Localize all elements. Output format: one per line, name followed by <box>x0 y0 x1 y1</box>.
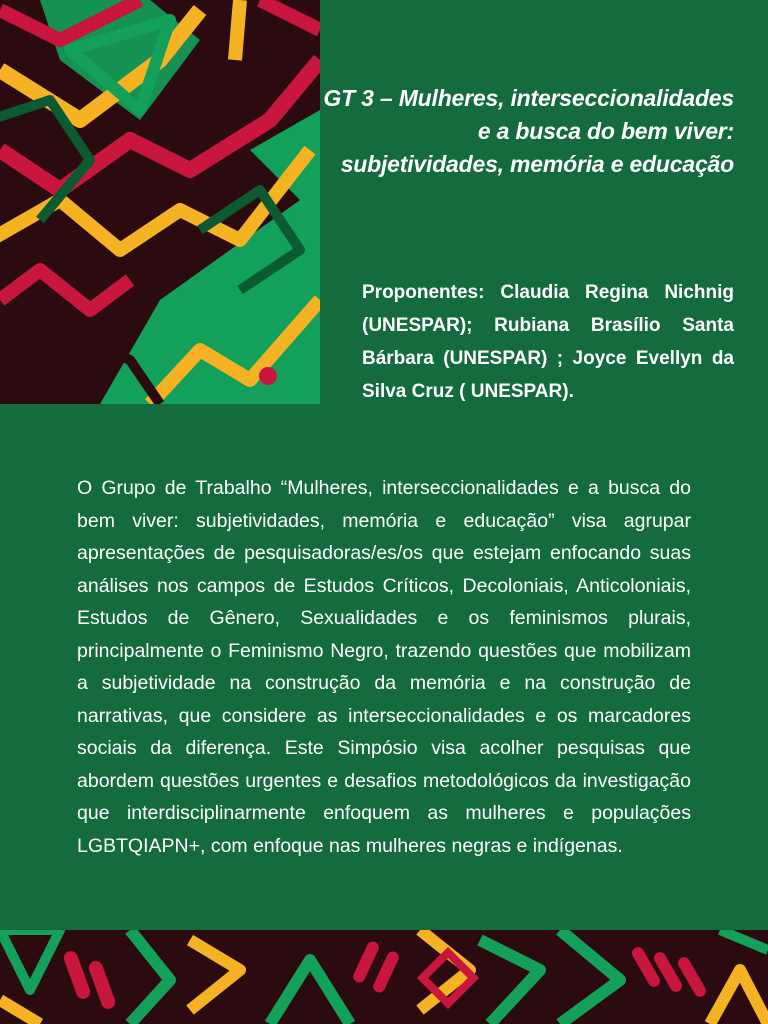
gt-title: GT 3 – Mulheres, interseccionalidades e a busca do bem viver: subjetividades, memória e educação <box>323 85 734 177</box>
body-paragraph: O Grupo de Trabalho “Mulheres, interseccionalidades e a busca do bem viver: subjetividades, memória e educação” visa agrupar apresentações de pesquisadoras/es/os que estejam enfocando suas análises nos campos de Estudos Críticos, Decoloniais, Anticoloniais, Estudos de Gênero, Sexualidades e os feminismos plurais, principalmente o Feminismo Negro, trazendo questões que mobilizam a subjetividade na construção da memória e na construção de narrativas, que considere as interseccionalidades e os marcadores sociais da diferença. Este Simpósio visa acolher pesquisas que abordem questões urgentes e desafios metodológicos da investigação que interdisciplinarmente enfoquem as mulheres e populações LGBTQIAPN+, com enfoque nas mulheres negras e indígenas. <box>77 477 691 857</box>
proponents-text: Proponentes: Claudia Regina Nichnig (UNESPAR); Rubiana Brasílio Santa Bárbara (UNESPAR) ; Joyce Evellyn da Silva Cruz ( UNESPAR). <box>362 282 734 402</box>
decorative-pattern-bottom <box>0 930 768 1024</box>
decorative-pattern-top <box>0 0 320 404</box>
pattern-bottom-art <box>0 930 768 1024</box>
pattern-top-art <box>0 0 320 404</box>
